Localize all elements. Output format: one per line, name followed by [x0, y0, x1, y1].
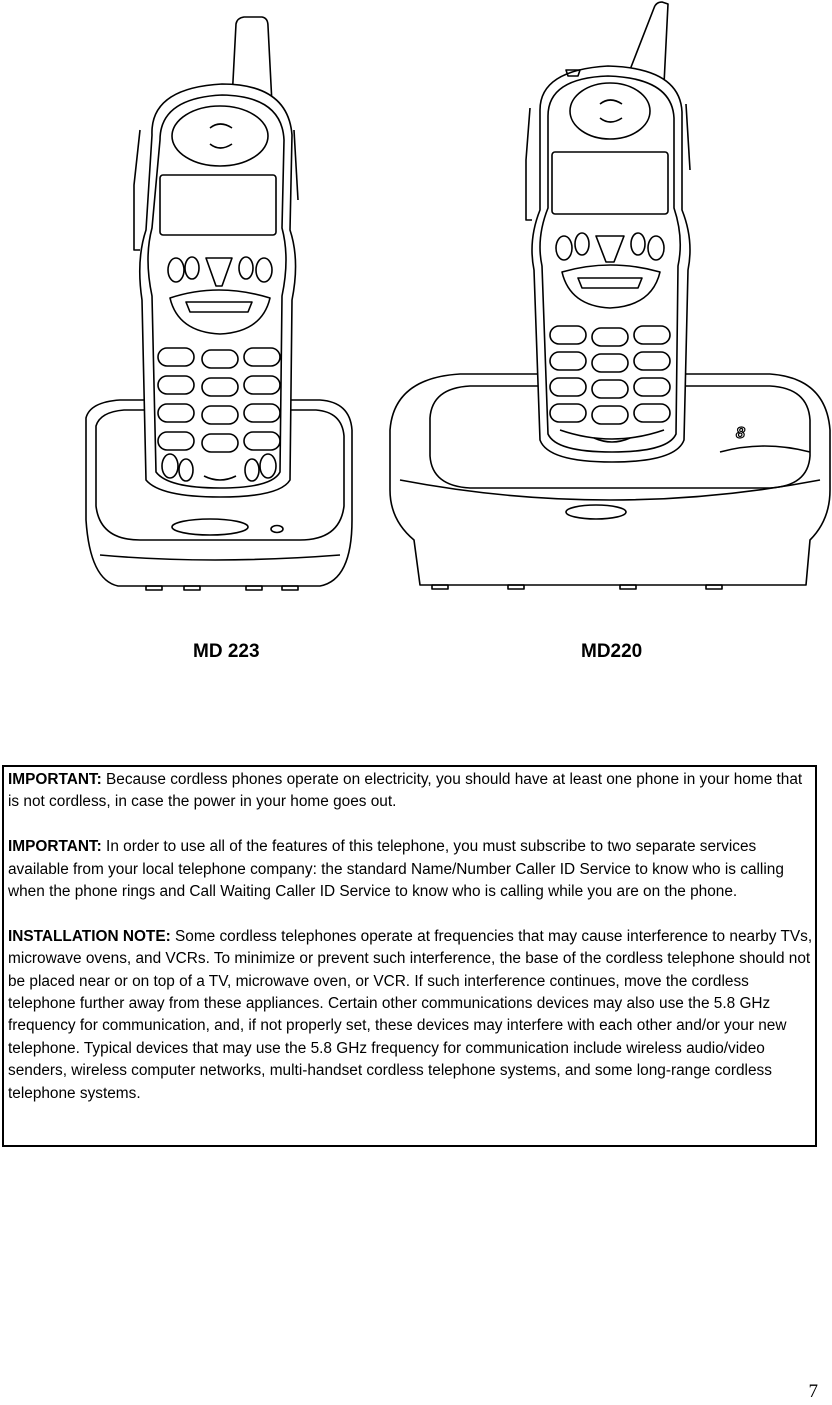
- notice-body: In order to use all of the features of this telephone, you must subscribe to two separate services available from your local telephone company: the standard Name/Number Caller ID Service to know who is calling when the phone rings and Call Waiting Caller ID Service to know who is calling while you are on the phone.: [8, 838, 784, 901]
- notice-lead: IMPORTANT:: [8, 771, 102, 788]
- model-label-md220: MD220: [581, 641, 643, 662]
- phone-illustrations: [0, 0, 832, 600]
- model-label-md223: MD 223: [193, 641, 260, 662]
- notice-body: Some cordless telephones operate at frequencies that may cause interference to nearby TVs, microwave ovens, and VCRs. To minimize or prevent such interference, the base of the cordless telephone should not be placed near or on top of a TV, microwave oven, or VCR. If such interference continues, move the cordless telephone further away from these appliances. Certain other communications devices may also use the 5.8 GHz frequency for communication, and, if not properly set, these devices may interfere with each other and/or your new telephone. Typical devices that may use the 5.8 GHz frequency for communication include wireless audio/video senders, wireless computer networks, multi-handset cordless telephone systems, and some long-range cordless telephone systems.: [8, 927, 813, 1102]
- page-number: 7: [808, 1381, 818, 1402]
- md220-phone-illustration: [390, 2, 830, 589]
- notice-caller-id: [8, 836, 815, 903]
- notice-body: Because cordless phones operate on electricity, you should have at least one phone in your home that is not cordless, in case the power in your home goes out.: [8, 771, 803, 811]
- important-notice-box: [2, 765, 817, 1147]
- md223-phone-illustration: [86, 17, 352, 590]
- notice-installation: [8, 926, 815, 1105]
- notice-lead: INSTALLATION NOTE:: [8, 927, 171, 945]
- notice-power-outage: [8, 769, 815, 814]
- svg-text:8: 8: [736, 425, 745, 442]
- notice-lead: IMPORTANT:: [8, 838, 102, 856]
